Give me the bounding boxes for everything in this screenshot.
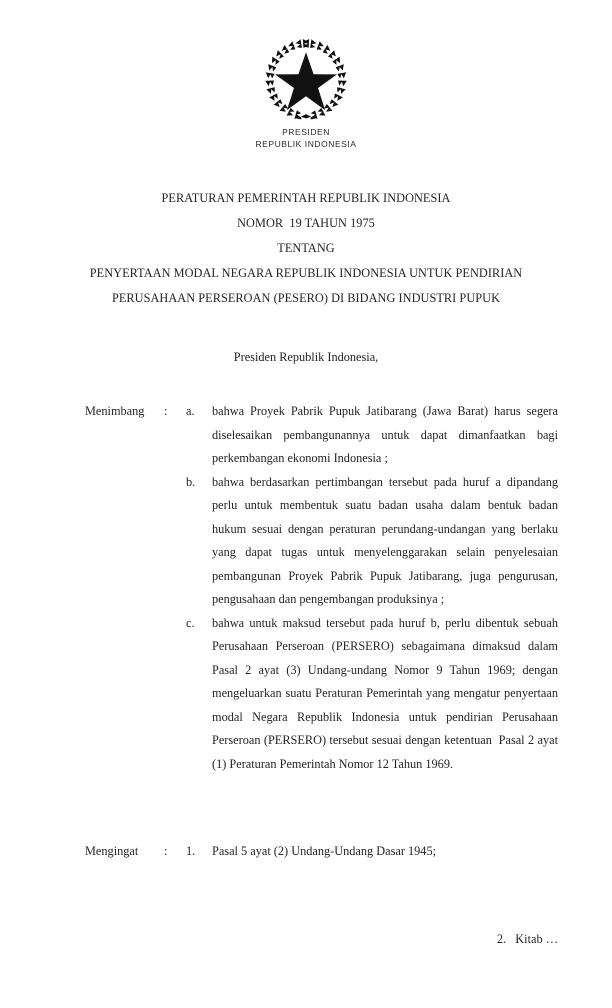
title-line-subject-1: PENYERTAAN MODAL NEGARA REPUBLIK INDONESIA UNTUK PENDIRIAN xyxy=(89,266,523,280)
document-title-block xyxy=(46,186,566,311)
clause-text: bahwa Proyek Pabrik Pupuk Jatibarang (Jawa Barat) harus segera diselesaikan pembangunannya untuk dapat dimanfaatkan bagi perkembangan ekonomi Indonesia ; xyxy=(212,404,562,465)
title-line-tentang: TENTANG xyxy=(277,241,335,255)
emblem-caption-line-2: REPUBLIK INDONESIA xyxy=(255,138,357,149)
emblem-caption-line-1: PRESIDEN xyxy=(282,127,330,137)
menimbang-colon: : xyxy=(164,404,168,418)
title-line-subject-2: PERUSAHAAN PERSEROAN (PESERO) DI BIDANG INDUSTRI PUPUK xyxy=(111,291,501,305)
clause-marker: a. xyxy=(186,404,195,418)
clause-row xyxy=(85,400,562,471)
letterhead xyxy=(0,34,612,150)
mengingat-label: Mengingat xyxy=(85,844,139,858)
clause-text: Pasal 5 ayat (2) Undang-Undang Dasar 1945; xyxy=(212,844,437,858)
clause-marker: c. xyxy=(186,615,195,630)
clause-row xyxy=(85,612,565,777)
title-line-regulation: PERATURAN PEMERINTAH REPUBLIK INDONESIA xyxy=(161,191,451,205)
page-catchword: 2. Kitab … xyxy=(496,932,558,946)
menimbang-label: Menimbang xyxy=(85,404,145,418)
clause-marker: 1. xyxy=(186,844,196,858)
clause-marker: b. xyxy=(186,474,196,489)
clause-row xyxy=(85,471,562,612)
menimbang-section xyxy=(85,400,565,776)
emblem-caption xyxy=(0,127,612,150)
clause-row xyxy=(85,840,558,864)
clause-text: bahwa untuk maksud tersebut pada huruf b, perlu dibentuk sebuah Perusahaan Perseroan (PERSERO) sebagaimana dimaksud dalam Pasal 2 ayat (3) Undang-undang Nomor 9 Tahun 1969; dengan mengeluarkan suatu Peraturan Pemerintah yang mengatur penyertaan modal Negara Republik Indonesia untuk pendirian Perusahaan Perseroan (PERSERO) tersebut sesuai dengan ketentuan Pasal 2 ayat (1) Peraturan Pemerintah Nomor 12 Tahun 1969. xyxy=(212,615,565,771)
title-line-number: NOMOR 19 TAHUN 1975 xyxy=(237,216,375,230)
clause-text: bahwa berdasarkan pertimbangan tersebut pada huruf a dipandang perlu untuk membentuk suatu badan usaha dalam bentuk badan hukum sesuai dengan peraturan perundang-undangan yang berlaku yang dapat tugas untuk menyelenggarakan selain penyelesaian pembangunan Proyek Pabrik Pupuk Jatibarang, juga pengurusan, pengusahaan dan pengembangan produksinya ; xyxy=(212,474,562,606)
opening-line: Presiden Republik Indonesia, xyxy=(233,350,379,364)
star-in-laurel-wreath-emblem xyxy=(263,34,349,122)
mengingat-colon: : xyxy=(164,844,168,858)
mengingat-section xyxy=(85,840,558,864)
